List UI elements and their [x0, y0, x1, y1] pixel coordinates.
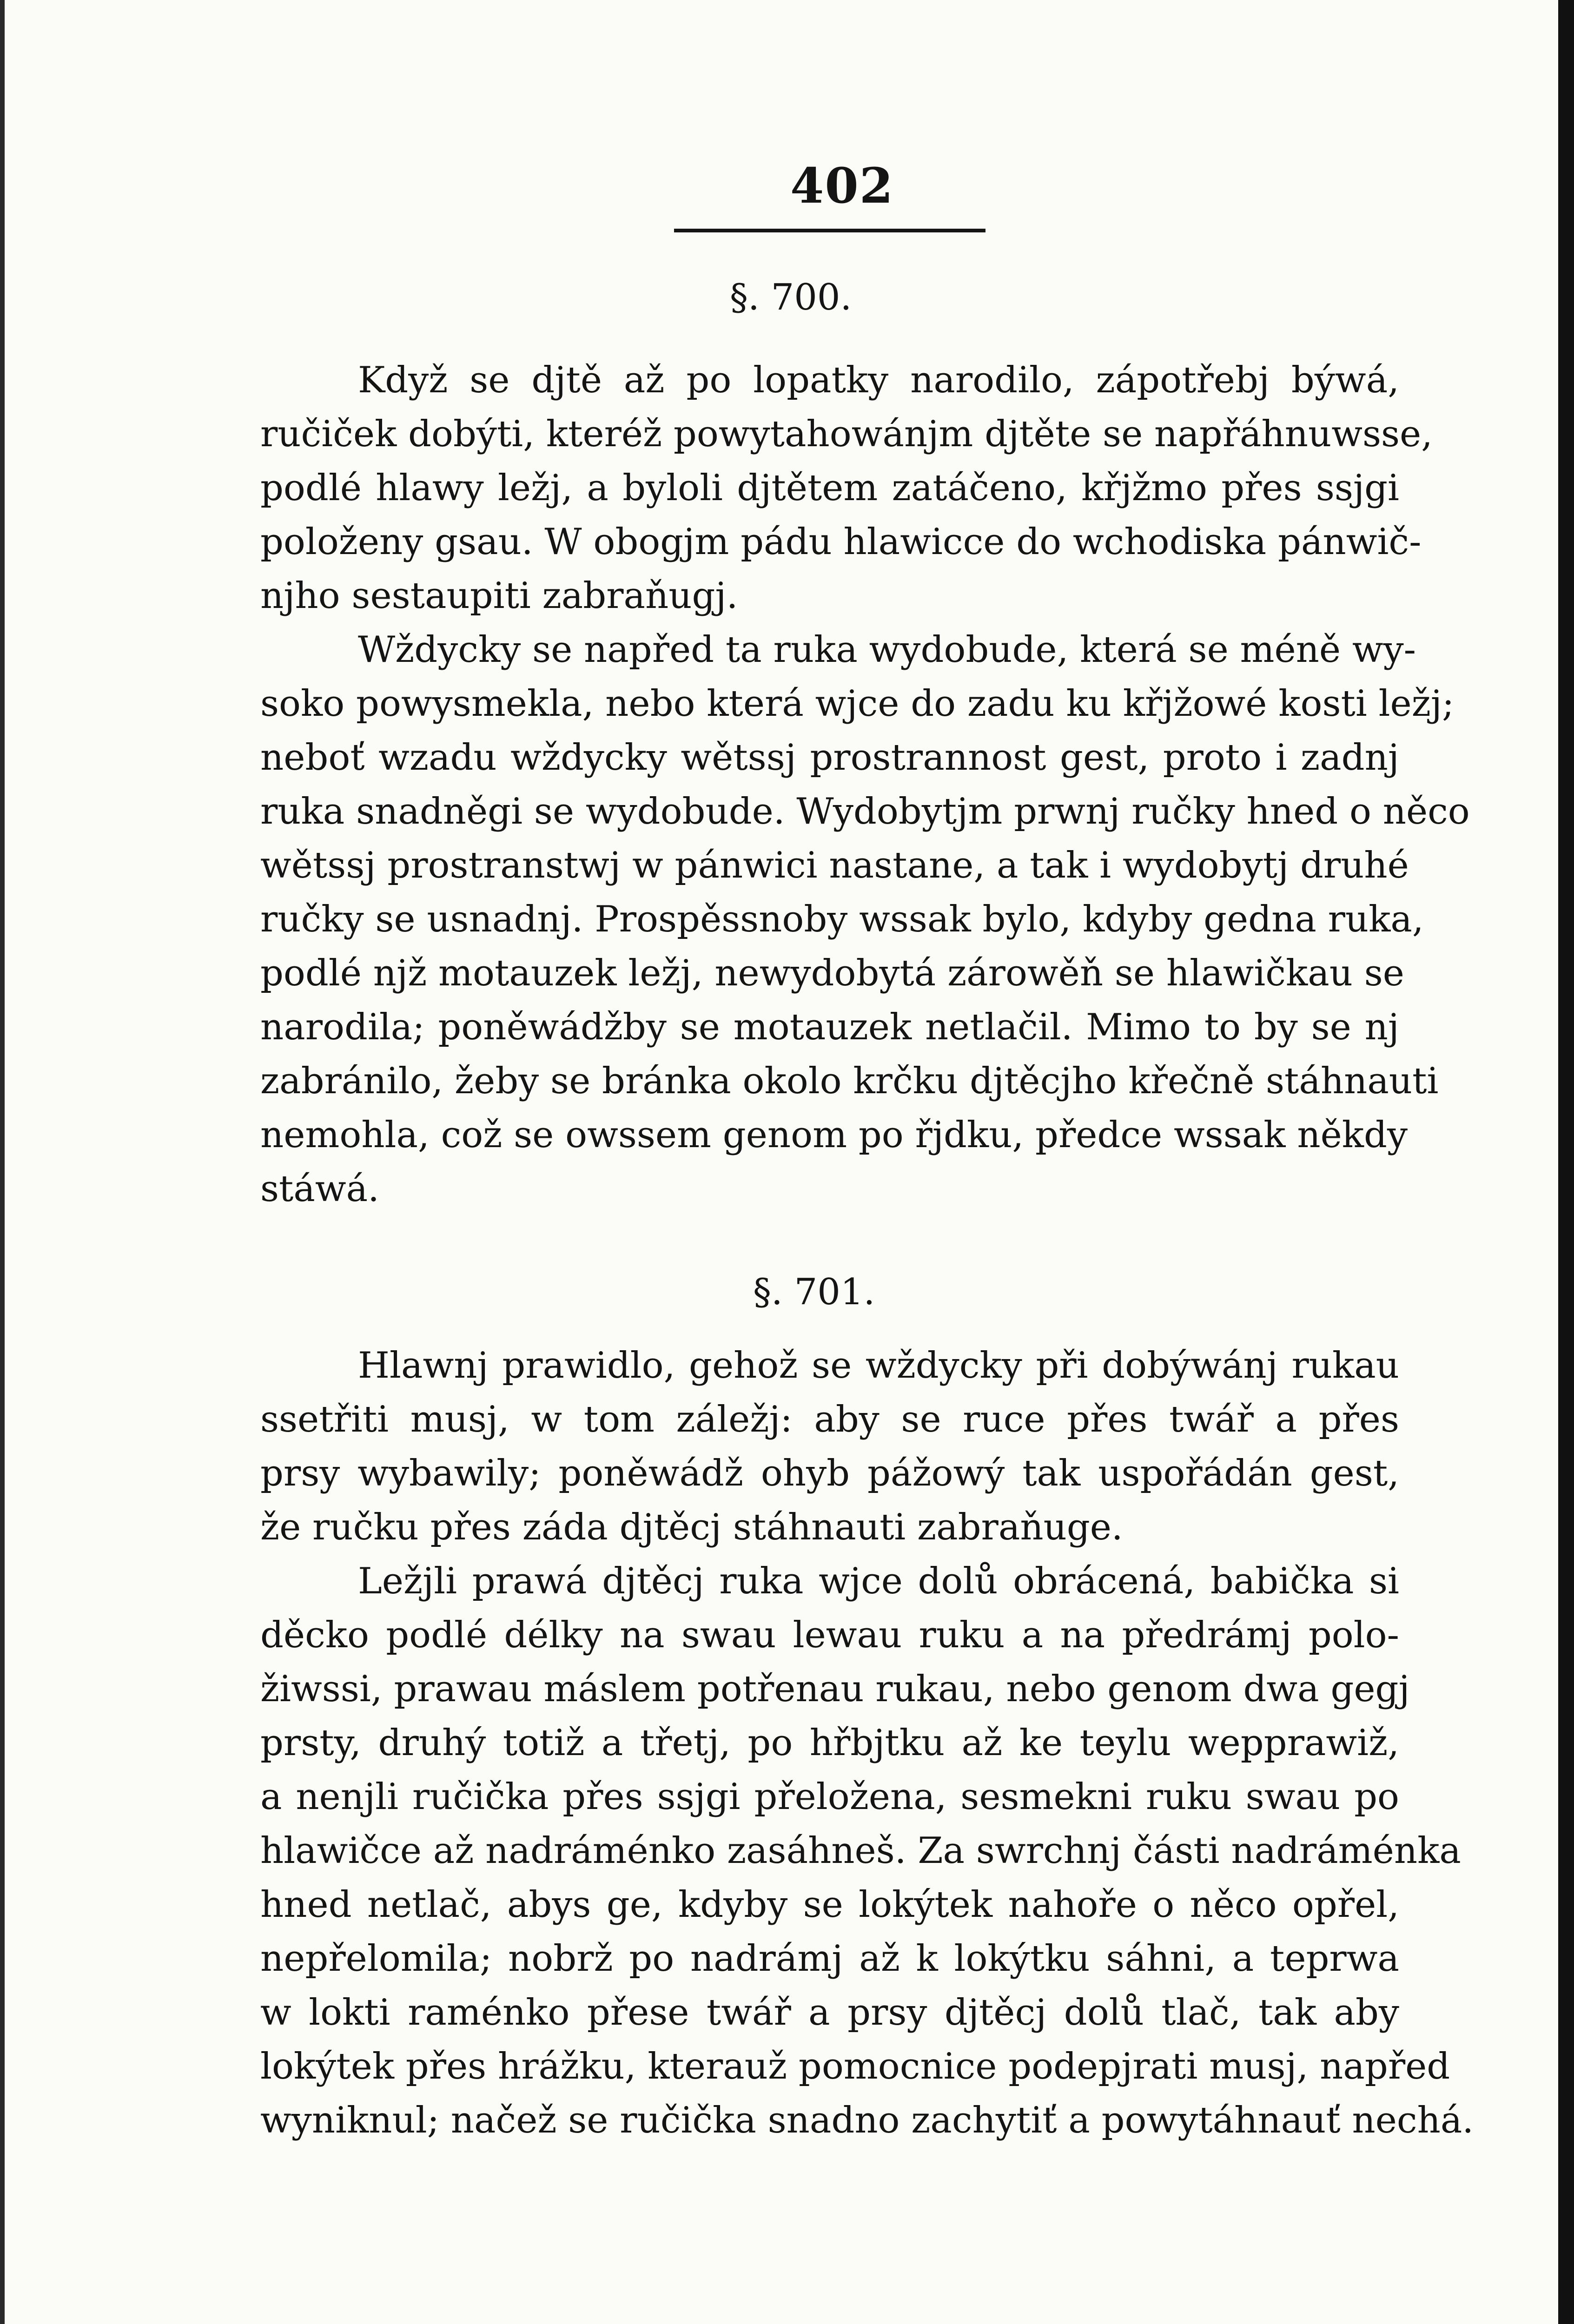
text-line: lokýtek přes hrážku, kterauž pomocnice podepjrati musj, napřed [260, 2046, 1450, 2087]
text-line: wětssj prostranstwj w pánwici nastane, a tak i wydobytj druhé [260, 845, 1409, 886]
text-line: stáwá. [260, 1168, 379, 1210]
text-line: a nenjli ručička přes ssjgi přeložena, sesmekni ruku swau po [260, 1776, 1399, 1818]
text-line: nemohla, což se owssem genom po řjdku, předce wssak někdy [260, 1114, 1408, 1156]
scan-edge-left [0, 0, 5, 2324]
text-line: položeny gsau. W obogjm pádu hlawicce do wchodiska pánwič- [260, 521, 1422, 563]
text-line: že ručku přes záda djtěcj stáhnauti zabraňuge. [260, 1506, 1123, 1548]
text-line: zabránilo, žeby se bránka okolo krčku djtěcjho křečně stáhnauti [260, 1060, 1439, 1102]
section-700-heading: §. 700. [730, 277, 852, 318]
text-line: neboť wzadu wždycky wětssj prostrannost gest, proto i zadnj [260, 737, 1399, 779]
text-line: hned netlač, abys ge, kdyby se lokýtek nahoře o něco opřel, [260, 1884, 1399, 1926]
text-line: hlawičce až nadráménko zasáhneš. Za swrchnj části nadráménka [260, 1830, 1461, 1872]
text-line: prsy wybawily; poněwádž ohyb pážowý tak uspořádán gest, [260, 1452, 1399, 1494]
text-line: podlé hlawy ležj, a byloli djtětem zatáčeno, křjžmo přes ssjgi [260, 467, 1399, 509]
scan-edge-right [1558, 0, 1574, 2324]
text-line: Wždycky se napřed ta ruka wydobude, která se méně wy- [358, 629, 1416, 671]
page-number: 402 [790, 157, 894, 214]
text-line: děcko podlé délky na swau lewau ruku a na předrámj polo- [260, 1614, 1399, 1656]
text-line: narodila; poněwádžby se motauzek netlačil. Mimo to by se nj [260, 1006, 1399, 1048]
header-rule [674, 229, 985, 232]
section-701-heading: §. 701. [753, 1271, 875, 1313]
text-line: soko powysmekla, nebo která wjce do zadu ku křjžowé kosti ležj; [260, 683, 1455, 725]
text-line: w lokti raménko přese twář a prsy djtěcj dolů tlač, tak aby [260, 1992, 1399, 2034]
text-line: ssetřiti musj, w tom záležj: aby se ruce přes twář a přes [260, 1399, 1399, 1440]
text-line: Když se djtě až po lopatky narodilo, zápotřebj býwá, [358, 359, 1399, 401]
text-line: žiwssi, prawau máslem potřenau rukau, nebo genom dwa gegj [260, 1668, 1410, 1710]
text-line: wyniknul; načež se ručička snadno zachytiť a powytáhnauť nechá. [260, 2100, 1474, 2141]
text-line: podlé njž motauzek ležj, newydobytá zárowěň se hlawičkau se [260, 952, 1404, 994]
text-line: Ležjli prawá djtěcj ruka wjce dolů obrácená, babička si [358, 1560, 1399, 1602]
text-line: ručky se usnadnj. Prospěssnoby wssak bylo, kdyby gedna ruka, [260, 898, 1424, 940]
text-line: ručiček dobýti, kteréž powytahowánjm djtěte se napřáhnuwsse, [260, 413, 1433, 455]
text-line: ruka snadněgi se wydobude. Wydobytjm prwnj ručky hned o něco [260, 791, 1470, 832]
section-700-body [260, 353, 1470, 1216]
text-line: Hlawnj prawidlo, gehož se wždycky při dobýwánj rukau [358, 1345, 1399, 1386]
text-line: prsty, druhý totiž a třetj, po hřbjtku až ke teylu wepprawiž, [260, 1722, 1399, 1764]
text-line: njho sestaupiti zabraňugj. [260, 575, 738, 617]
text-line: nepřelomila; nobrž po nadrámj až k lokýtku sáhni, a teprwa [260, 1938, 1399, 1980]
section-701-body [260, 1339, 1474, 2147]
